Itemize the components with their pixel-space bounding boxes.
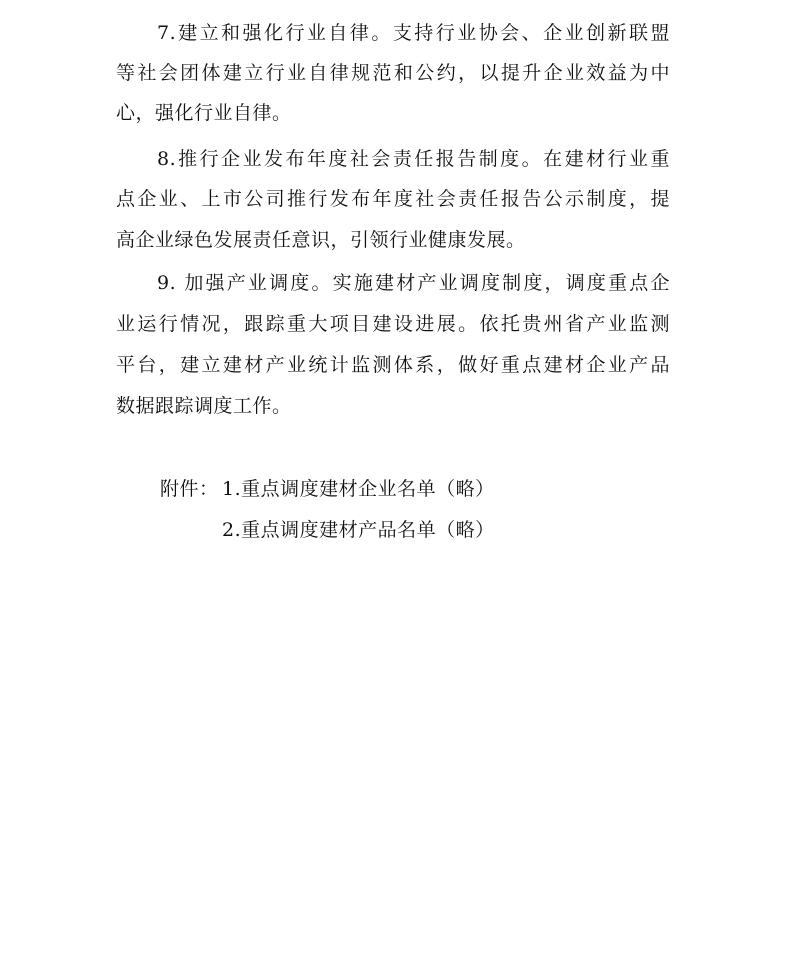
attachment-item-2: 2.重点调度建材产品名单（略） [222,519,495,541]
paragraph-9-line-4: 数据跟踪调度工作。 [116,395,292,417]
paragraph-9-line-2: 业运行情况，跟踪重大项目建设进展。依托贵州省产业监测 [116,313,670,335]
paragraph-7-line-1: 7.建立和强化行业自律。支持行业协会、企业创新联盟 [157,22,670,44]
attachment-item-1: 1.重点调度建材企业名单（略） [222,478,495,500]
paragraph-9-line-1: 9. 加强产业调度。实施建材产业调度制度，调度重点企 [157,272,670,294]
paragraph-8-line-3: 高企业绿色发展责任意识，引领行业健康发展。 [116,229,526,251]
paragraph-7-line-2: 等社会团体建立行业自律规范和公约，以提升企业效益为中 [116,62,670,84]
paragraph-8-line-1: 8.推行企业发布年度社会责任报告制度。在建材行业重 [157,148,670,170]
paragraph-8-line-2: 点企业、上市公司推行发布年度社会责任报告公示制度，提 [116,188,670,210]
paragraph-9-line-3: 平台，建立建材产业统计监测体系，做好重点建材企业产品 [116,354,670,376]
attachments-label: 附件： [160,478,219,500]
paragraph-7-line-3: 心，强化行业自律。 [116,102,292,124]
